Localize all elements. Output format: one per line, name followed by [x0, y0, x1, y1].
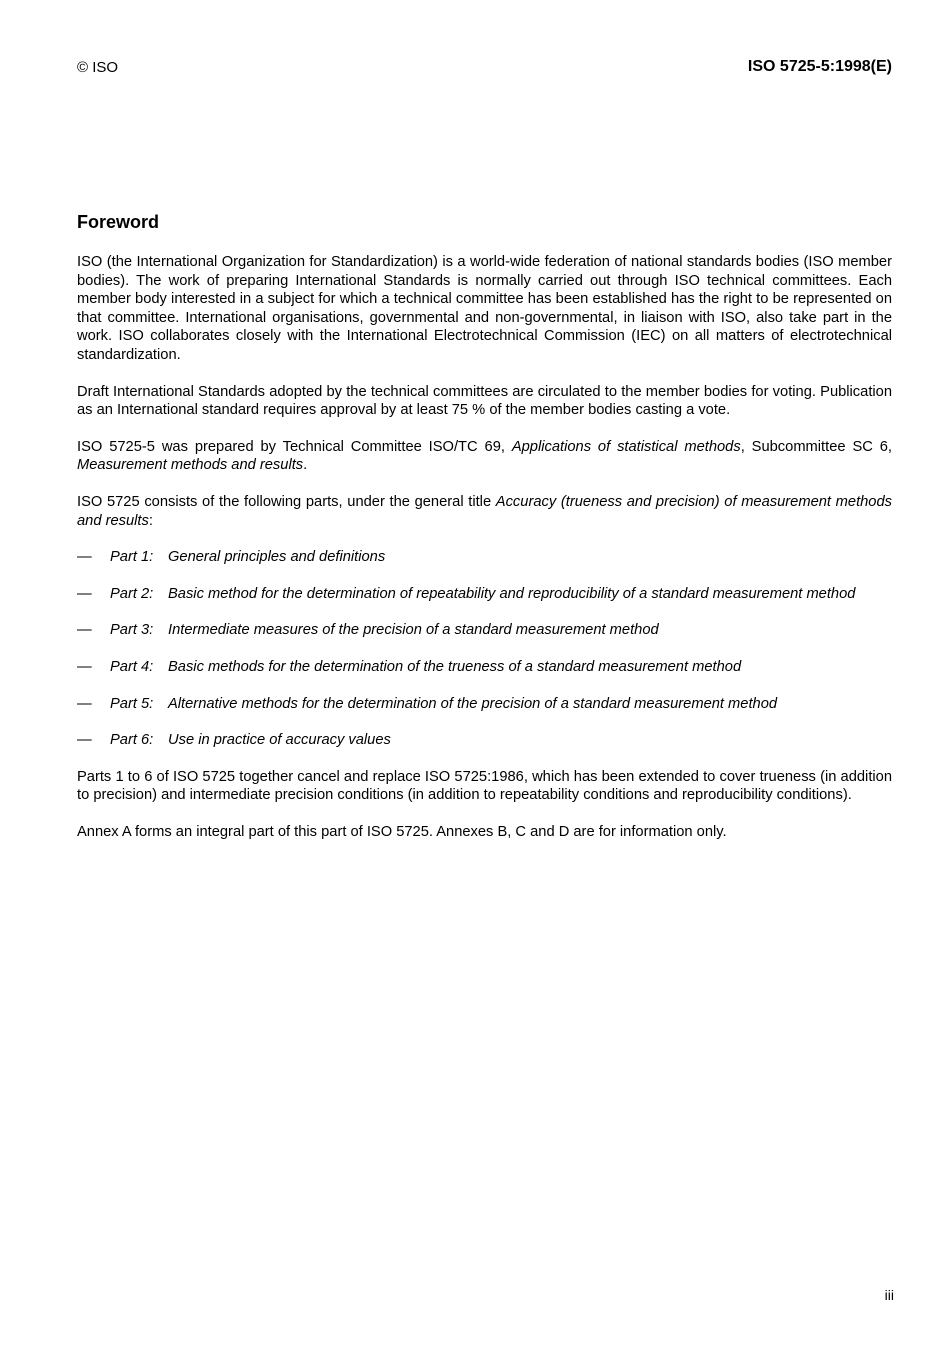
document-id-header: ISO 5725-5:1998(E)	[747, 58, 892, 75]
part-label: Part 4:	[110, 658, 154, 675]
part-title: Basic methods for the determination of the trueness of a standard measurement method	[168, 658, 742, 675]
paragraph-iso-intro: ISO (the International Organization for Standardization) is a world-wide federation of national standards bodies (ISO member bodies). The work of preparing International Standards is normally carried out through ISO technical committees. Each member body interested in a subject for which a technical committee has been established has the right to be represented on that committee. International organisations, governmental and non-governmental, in liaison with ISO, also take part in the work. ISO collaborates closely with the International Electrotechnical Commission (IEC) on all matters of electrotechnical standardization.	[77, 254, 892, 363]
part-label: Part 2:	[110, 585, 154, 602]
text-segment: .	[303, 457, 308, 474]
part-title: Alternative methods for the determination of the precision of a standard measurement method	[168, 695, 778, 712]
part-list-item	[77, 695, 892, 714]
foreword-section	[77, 212, 892, 859]
dash-bullet: —	[77, 549, 92, 566]
part-label: Part 3:	[110, 622, 154, 639]
part-title: Intermediate measures of the precision of a standard measurement method	[168, 622, 659, 639]
dash-bullet: —	[77, 622, 92, 639]
part-label: Part 1:	[110, 549, 154, 566]
paragraph-annexes: Annex A forms an integral part of this part of ISO 5725. Annexes B, C and D are for information only.	[77, 823, 727, 840]
part-title: Basic method for the determination of repeatability and reproducibility of a standard measurement method	[168, 585, 856, 602]
general-title: Accuracy (trueness and precision) of measurement methods and results	[77, 493, 892, 529]
page-number: iii	[884, 1287, 894, 1303]
copyright-header: © ISO	[77, 59, 119, 76]
part-list-item	[77, 621, 892, 640]
dash-bullet: —	[77, 695, 92, 712]
committee-title: Applications of statistical methods	[511, 438, 741, 455]
subcommittee-title: Measurement methods and results	[77, 457, 304, 474]
dash-bullet: —	[77, 732, 92, 749]
part-title: General principles and definitions	[168, 549, 386, 566]
part-title: Use in practice of accuracy values	[168, 732, 391, 749]
page-title: Foreword	[77, 212, 160, 232]
part-label: Part 6:	[110, 732, 154, 749]
text-segment: , Subcommittee SC 6,	[740, 438, 892, 455]
paragraph-parts-intro	[77, 493, 892, 530]
part-list-item	[77, 658, 892, 677]
dash-bullet: —	[77, 658, 92, 675]
text-segment: ISO 5725-5 was prepared by Technical Committee ISO/TC 69,	[77, 438, 512, 455]
paragraph-prepared-by	[77, 438, 892, 475]
text-segment: :	[148, 512, 153, 529]
paragraph-draft-standards: Draft International Standards adopted by the technical committees are circulated to the member bodies for voting. Publication as an International standard requires approval by at least 75 % of the member bodies casting a vote.	[77, 383, 892, 419]
part-list-item	[77, 731, 892, 750]
text-segment: ISO 5725 consists of the following parts, under the general title	[77, 493, 496, 510]
part-list-item	[77, 585, 892, 604]
paragraph-cancel-replace: Parts 1 to 6 of ISO 5725 together cancel and replace ISO 5725:1986, which has been extended to cover trueness (in addition to precision) and intermediate precision conditions (in addition to repeatability conditions and reproducibility conditions).	[77, 768, 892, 804]
part-list-item	[77, 548, 892, 567]
part-label: Part 5:	[110, 695, 154, 712]
dash-bullet: —	[77, 585, 92, 602]
